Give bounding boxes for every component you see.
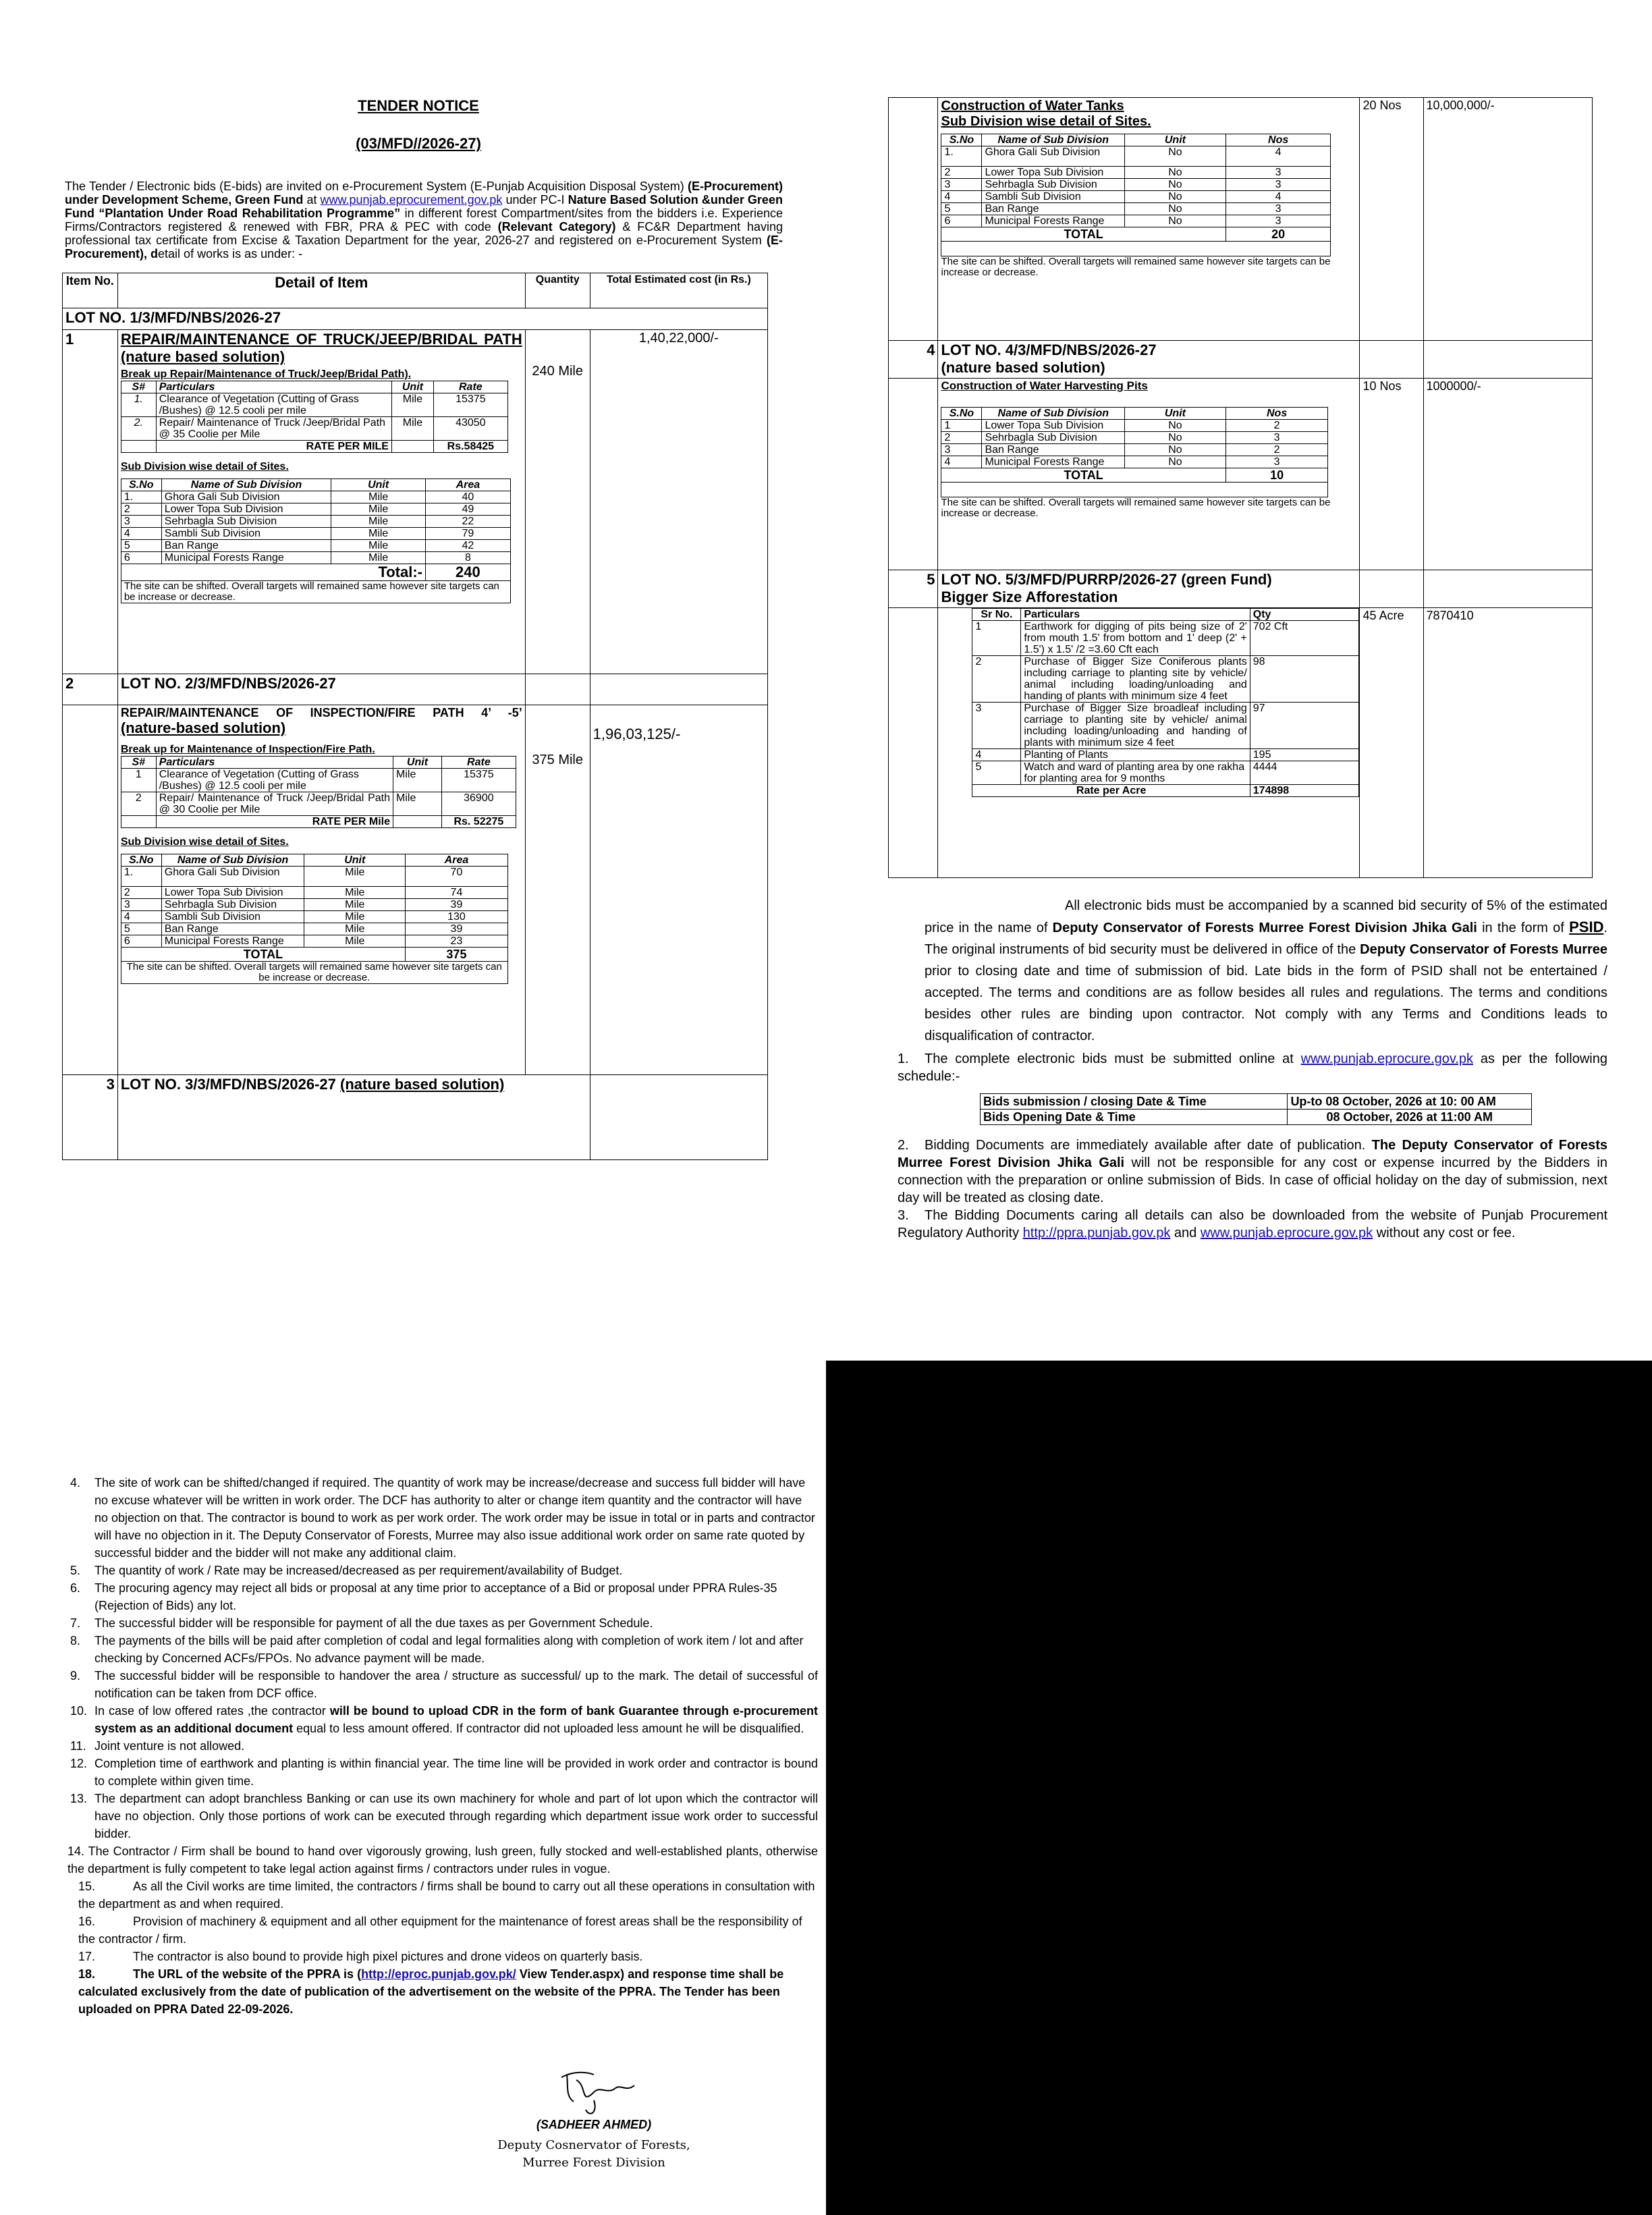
table-row: 5 Ban Range No 3 [941,203,1331,215]
lot2-sub-title: Sub Division wise detail of Sites. [120,836,289,848]
point-10: 10. In case of low offered rates ,the contractor will be bound to upload CDR in the form of bank Guarantee through e-procurement system as an additional document equal to less amount offered. If contractor did not uploaded less amount he will be disqualified. [70,1704,818,1735]
point-9: 9. The successful bidder will be responsible to handover the area / structure as successful/ up to the mark. The detail of successful of notification can be taken from DCF office. [70,1669,818,1700]
total-value: 10 [1226,468,1328,483]
rate-value: 174898 [1250,785,1359,797]
lot3-qty: 20 Nos [1360,98,1423,341]
table-row: 1 Lower Topa Sub Division No 2 [941,420,1328,432]
lot5-qty: 45 Acre [1360,608,1423,878]
lot4-sub-table: S.No Name of Sub Division Unit Nos 1 Lower Topa Sub Division No 2 2 Sehrbagla Sub Division No 3 3 Ban Range No 2 4 Municipal Forests Range No 3 TOTAL 10 [941,407,1328,497]
lot2-title: REPAIR/MAINTENANCE OF INSPECTION/FIRE PATH 4’ -5’ [120,706,522,719]
table-row: 2. Repair/ Maintenance of Truck /Jeep/Bridal Path @ 35 Coolie per Mile Mile 43050 [121,417,507,441]
signature-image [553,2065,641,2119]
lot3-header: LOT NO. 3/3/MFD/NBS/2026-27 (nature based solution) [117,1075,590,1160]
site-note: The site can be shifted. Overall targets will remained same however site targets can be increase or decrease. [941,497,1331,519]
terms-list [67,1474,818,2018]
lot1-breakup-title: Break up Repair/Maintenance of Truck/Jeep/Bridal Path). [120,368,412,380]
lot5-cost: 7870410 [1423,608,1593,878]
lot5-detail [938,608,1360,878]
lot2-sub-table: S.No Name of Sub Division Unit Area 1. Ghora Gali Sub Division Mile 70 2 Lower Topa Sub Division Mile 74 3 Sehrbagla Sub Division Mile 39 4 Sambli Sub Division Mile 130 5 Ban Range Mile 39 6 Municipal Forests Range Mile 23 TOTAL 375 The site can be shifted. Overall targets will remained same however site targets can be increase or decrease. [121,854,508,984]
total-value: 375 [406,948,508,962]
table-row: 3 Sehrbagla Sub Division Mile 39 [121,899,507,911]
total-label: TOTAL [941,227,1226,242]
table-row: 1. Ghora Gali Sub Division Mile 70 [121,867,507,887]
point-11: 11. Joint venture is not allowed. [70,1739,245,1753]
lot1-item-no: 1 [63,330,118,674]
point-2: 2. Bidding Documents are immediately available after date of publication. The Deputy Conservator of Forests Murree Forest Division Jhika Gali will not be responsible for any cost or expense incurred by the Bidders in connection with the preparation or online submission of Bids. In case of official holiday on the day of submission, next day will be treated as closing date. [898,1138,1607,1205]
lot1-sub-table: S.No Name of Sub Division Unit Area 1. Ghora Gali Sub Division Mile 40 2 Lower Topa Sub Division Mile 49 3 Sehrbagla Sub Division Mile 22 4 Sambli Sub Division Mile 79 5 Ban Range Mile 42 6 Municipal Forests Range Mile 8 Total:- 240 The site can be shifted. Overall targets will remained same however site targets can be increase or decrease. [121,478,511,603]
point-17: 17. The contractor is also bound to provide high pixel pictures and drone videos on quarterly basis. [78,1950,643,1963]
point-12: 12. Completion time of earthwork and planting is within financial year. The time line will be provided in work order and contractor is bound to complete within given time. [70,1757,818,1788]
site-note: The site can be shifted. Overall targets will remained same however site targets can be increase or decrease. [121,581,510,603]
signatory-office: Murree Forest Division [522,2156,665,2170]
table-row: 3 Sehrbagla Sub Division No 3 [941,179,1331,191]
lot1-title-sub: (nature based solution) [120,348,285,365]
lot1-title: REPAIR/MAINTENANCE OF TRUCK/JEEP/BRIDAL PATH [120,331,522,348]
table-row: 5 Watch and ward of planting area by one rakha for planting area for 9 months 4444 [972,761,1359,785]
table-row: 3 Sehrbagla Sub Division Mile 22 [121,516,510,528]
table-row: 5 Ban Range Mile 42 [121,540,510,552]
rate-label: RATE PER MILE [156,441,391,453]
lot1-detail [117,330,525,674]
table-row: 2 Repair/ Maintenance of Truck /Jeep/Bridal Path @ 30 Coolie per Mile Mile 36900 [121,792,516,816]
point-6: 6. The procuring agency may reject all bids or proposal at any time prior to acceptance of a Bid or proposal under PPRA Rules-35 (Rejection of Bids) any lot. [70,1581,777,1612]
lot5-table: Sr No. Particulars Qty 1 Earthwork for digging of pits being size of 2' from mouth 1.5' from bottom and 1' deep (2' + 1.5') x 1.5' /2 =3.60 Cft each 702 Cft 2 Purchase of Bigger Size Coniferous plants including carriage to planting site by vehicle/ animal including loading/unloading and handing of plants with minimum size 4 feet 98 3 Purchase of Bigger Size broadleaf including carriage to planting site by vehicle/ animal including loading/unloading and handing of plants with minimum size 4 feet 97 4 Planting of Plants 195 5 Watch and ward of planting area by one rakha for planting area for 9 months 4444 Rate per Acre 174898 [972,608,1359,797]
col-detail: Detail of Item [117,273,525,308]
ppra-link[interactable]: http://ppra.punjab.gov.pk [1022,1226,1171,1240]
table-row: 6 Municipal Forests Range Mile 23 [121,935,507,948]
point-5: 5. The quantity of work / Rate may be increased/decreased as per requirement/availability of Budget. [70,1564,623,1577]
table-row: 2 Lower Topa Sub Division Mile 74 [121,887,507,899]
bid-security-paragraph: All electronic bids must be accompanied by a scanned bid security of 5% of the estimated price in the name of Deputy Conservator of Forests Murree Forest Division Jhika Gali in the form of PSID. The original instruments of bid security must be delivered in office of the Deputy Conservator of Forests Murree prior to closing date and time of submission of bid. Late bids in the form of PSID shall not be entertained / accepted. The terms and conditions are as follow besides all rules and regulations. The terms and conditions besides other rules are binding upon contractor. Not comply with any Terms and Conditions leads to disqualification of contractor. [925,898,1608,1043]
intro-paragraph: The Tender / Electronic bids (E-bids) are invited on e-Procurement System (E-Punjab Acquisition Disposal System) (E-Procurement) under Development Scheme, Green Fund at www.punjab.eprocurement.gov.pk under PC-I Nature Based Solution &under Green Fund “Plantation Under Road Rehabilitation Programme” in different forest Compartment/sites from the bidders i.e. Experience Firms/Contractors registered & renewed with FBR, PRA & PEC with code (Relevant Category) & FC&R Department having professional tax certificate from Excise & Taxation Department for the year, 2026-27 and registered on e-Procurement System (E-Procurement), detail of works is as under: - [65,180,783,261]
lot2-item-no: 2 [63,674,118,705]
lot3-sub-title: Sub Division wise detail of Sites. [941,114,1151,129]
ppra-eproc-link[interactable]: http://eproc.punjab.gov.pk/ [361,1967,516,1981]
total-value: 20 [1226,227,1331,242]
lot3-cost: 10,000,000/- [1423,98,1593,341]
col-cost: Total Estimated cost (in Rs.) [590,273,767,308]
lot1-sub-title: Sub Division wise detail of Sites. [120,461,289,472]
lot4-detail [938,379,1360,570]
tender-ref: (03/MFD//2026-27) [356,135,481,152]
table-row: 3 Ban Range No 2 [941,444,1328,456]
signatory-name: (SADHEER AHMED) [536,2118,652,2131]
schedule-table [980,1093,1532,1125]
table-row: 3 Purchase of Bigger Size broadleaf including carriage to planting site by vehicle/ animal including loading/unloading and handing of plants with minimum size 4 feet 97 [972,703,1359,749]
table-row: 4 Sambli Sub Division No 4 [941,191,1331,203]
total-label: TOTAL [941,468,1226,483]
point-13: 13. The department can adopt branchless Banking or can use its own machinery for whole and part of lot upon which the contractor will have no objection. Only those portions of work can be executed through regarding which department issue work order to successful bidder. [70,1792,818,1840]
table-row: 2 Sehrbagla Sub Division No 3 [941,432,1328,444]
tender-table-right [888,97,1593,878]
rate-value: Rs.58425 [433,441,507,453]
table-row: 6 Municipal Forests Range No 3 [941,215,1331,227]
point-14: 14. The Contractor / Firm shall be bound to hand over vigorously growing, lush green, fully stocked and well-established plants, otherwise the department is fully competent to take legal action against firms / contractors under rules in vogue. [67,1844,818,1876]
signatory-designation: Deputy Cosnervator of Forests, [497,2138,690,2152]
table-row: 1. Ghora Gali Sub Division Mile 40 [121,491,510,503]
total-label: TOTAL [121,948,405,962]
tender-table-left [62,273,768,1160]
lot2-cost: 1,96,03,125/- [590,705,767,1075]
lot2-breakup-title: Break up for Maintenance of Inspection/Fire Path. [120,744,375,755]
lot2-detail [117,705,525,1075]
lot4-item-no: 4 [889,341,938,379]
lot2-qty: 375 Mile [525,705,590,1075]
lot2-header: LOT NO. 2/3/MFD/NBS/2026-27 [117,674,525,705]
rate-value: Rs. 52275 [441,816,516,828]
col-qty: Quantity [525,273,590,308]
rate-label: RATE PER Mile [156,816,393,828]
table-row: 1 Earthwork for digging of pits being size of 2' from mouth 1.5' from bottom and 1' deep (2' + 1.5') x 1.5' /2 =3.60 Cft each 702 Cft [972,621,1359,656]
table-row: Bids Opening Date & Time 08 October, 2026 at 11:00 AM [981,1110,1532,1125]
table-row: 2 Lower Topa Sub Division Mile 49 [121,503,510,516]
lot4-header: LOT NO. 4/3/MFD/NBS/2026-27 (nature based solution) [938,341,1360,379]
lot5-item-no: 5 [889,570,938,608]
table-row: 4 Sambli Sub Division Mile 79 [121,528,510,540]
table-row: 1. Clearance of Vegetation (Cutting of Grass /Bushes) @ 12.5 cooli per mile Mile 15375 [121,393,507,417]
lot3-detail [938,98,1360,341]
table-row: 4 Planting of Plants 195 [972,749,1359,761]
site-note: The site can be shifted. Overall targets will remained same however site targets can be increase or decrease. [121,962,507,984]
point-8: 8. The payments of the bills will be paid after completion of codal and legal formalities along with completion of work item / lot and after checking by Concerned ACFs/FPOs. No advance payment will be made. [70,1634,804,1665]
point-16: 16. Provision of machinery & equipment and all other equipment for the maintenance of forest areas shall be the responsibility of the contractor / firm. [78,1915,802,1946]
eprocure-link-2[interactable]: www.punjab.eprocure.gov.pk [1200,1226,1373,1240]
table-row: 6 Municipal Forests Range Mile 8 [121,552,510,564]
rate-label: Rate per Acre [972,785,1250,797]
site-note: The site can be shifted. Overall targets will remained same however site targets can be increase or decrease. [941,256,1331,278]
table-row: 2 Lower Topa Sub Division No 3 [941,167,1331,179]
lot2-title-sub: (nature-based solution) [120,719,286,736]
lot1-breakup-table: S# Particulars Unit Rate 1. Clearance of Vegetation (Cutting of Grass /Bushes) @ 12.5 cooli per mile Mile 15375 2. Repair/ Maintenance of Truck /Jeep/Bridal Path @ 35 Coolie per Mile Mile 43050 RATE PER MILE Rs.58425 [121,381,508,453]
eprocure-link[interactable]: www.punjab.eprocure.gov.pk [1300,1051,1474,1066]
eprocurement-link[interactable]: www.punjab.eprocurement.gov.pk [320,193,503,207]
point-3: 3. The Bidding Documents caring all details can also be downloaded from the website of Punjab Procurement Regulatory Authority http://ppra.punjab.gov.pk and www.punjab.eprocure.gov.pk without any cost or fee. [898,1208,1607,1240]
table-row: Bids submission / closing Date & Time Up-to 08 October, 2026 at 10: 00 AM [981,1094,1532,1110]
lot5-header: LOT NO. 5/3/MFD/PURRP/2026-27 (green Fund) Bigger Size Afforestation [938,570,1360,608]
page-title: TENDER NOTICE [358,97,479,114]
lot4-qty: 10 Nos [1360,379,1423,570]
lot4-title: Construction of Water Harvesting Pits [941,379,1148,392]
lot4-cost: 1000000/- [1423,379,1593,570]
col-item-no: Item No. [63,273,118,308]
lot2-breakup-table: S# Particulars Unit Rate 1 Clearance of Vegetation (Cutting of Grass /Bushes) @ 12.5 cooli per mile Mile 15375 2 Repair/ Maintenance of Truck /Jeep/Bridal Path @ 30 Coolie per Mile Mile 36900 RATE PER Mile Rs. 52275 [121,756,516,828]
table-row: 4 Municipal Forests Range No 3 [941,456,1328,468]
point-15: 15. As all the Civil works are time limited, the contractors / firms shall be bound to carry out all these operations in consultation with the department as and when required. [78,1880,815,1911]
total-value: 240 [426,564,511,581]
table-row: 1. Ghora Gali Sub Division No 4 [941,146,1331,167]
lot3-sub-table: S.No Name of Sub Division Unit Nos 1. Ghora Gali Sub Division No 4 2 Lower Topa Sub Division No 3 3 Sehrbagla Sub Division No 3 4 Sambli Sub Division No 4 5 Ban Range No 3 6 Municipal Forests Range No 3 TOTAL 20 [941,134,1331,256]
table-row: 2 Purchase of Bigger Size Coniferous plants including carriage to planting site by vehicle/ animal including loading/unloading and handing of plants with minimum size 4 feet 98 [972,656,1359,703]
point-1: 1. The complete electronic bids must be submitted online at www.punjab.eprocure.gov.pk as per the following schedule:- [898,1051,1607,1084]
point-18: 18. The URL of the website of the PPRA is (http://eproc.punjab.gov.pk/ View Tender.aspx) and response time shall be calculated exclusively from the date of publication of the advertisement on the website of the PPRA. The Tender has been uploaded on PPRA Dated 22-09-2026. [78,1967,784,2016]
lot1-header: LOT NO. 1/3/MFD/NBS/2026-27 [63,308,768,330]
lot3-item-no: 3 [63,1075,118,1160]
lot1-cost: 1,40,22,000/- [590,330,767,674]
blank-black-area [826,1361,1652,2215]
point-4: 4. The site of work can be shifted/changed if required. The quantity of work may be increase/decrease and success full bidder will have no excuse whatever will be written in work order. The DCF has authority to alter or change item quantity and the contractor will have no objection on that. The contractor is bound to work as per work order. The work order may be issue in total or in parts and contractor will have no objection in it. The Deputy Conservator of Forests, Murree may also issue additional work order on same rate quoted by successful bidder and the bidder will not make any additional claim. [70,1476,815,1560]
table-row: 4 Sambli Sub Division Mile 130 [121,911,507,923]
lot1-qty: 240 Mile [525,330,590,674]
total-label: Total:- [121,564,425,581]
table-row: 5 Ban Range Mile 39 [121,923,507,935]
point-7: 7. The successful bidder will be responsible for payment of all the due taxes as per Government Schedule. [70,1616,653,1630]
lot3-title: Construction of Water Tanks [941,99,1124,113]
table-row: 1 Clearance of Vegetation (Cutting of Grass /Bushes) @ 12.5 cooli per mile Mile 15375 [121,769,516,792]
